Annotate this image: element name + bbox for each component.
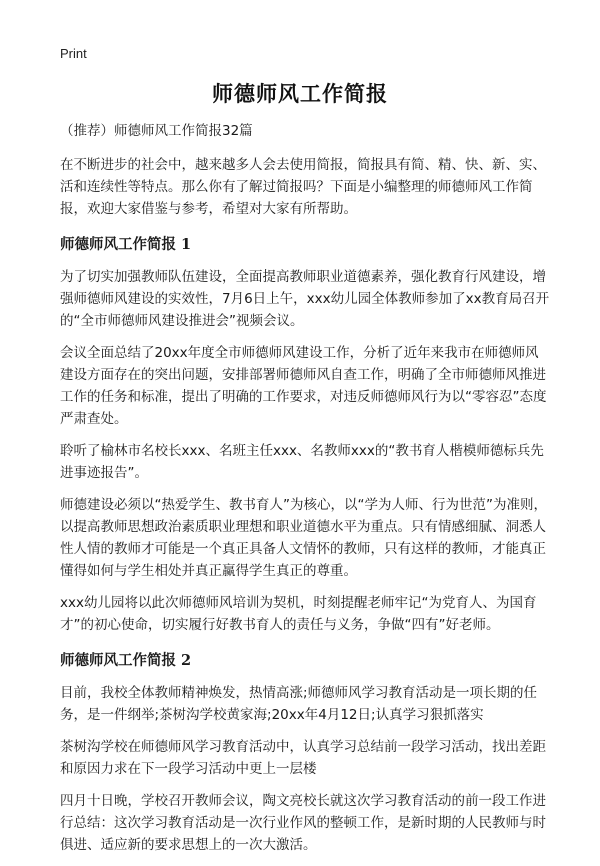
- print-label: Print: [60, 46, 87, 61]
- section-heading-2: 师德师风工作简报 2: [60, 652, 192, 669]
- paragraph: 四月十日晚，学校召开教师会议，陶文亮校长就这次学习教育活动的前一段工作进行总结：这次学习教育活动是一次行业作风的整顿工作，是新时期的人民教师与时俱进、适应新的要求思想上的一次大激活。: [60, 793, 546, 853]
- paragraph: 聆听了榆林市名校长xxx、名班主任xxx、名教师xxx的“教书育人楷模师德标兵先进事迹报告”。: [60, 443, 544, 481]
- document-subtitle: （推荐）师德师风工作简报32篇: [60, 123, 253, 139]
- intro-paragraph: 在不断进步的社会中，越来越多人会去使用简报，简报具有简、精、快、新、实、活和连续性等特点。那么你有了解过简报吗？下面是小编整理的师德师风工作简报，欢迎大家借鉴与参考，希望对大家有所帮助。: [60, 157, 546, 217]
- paragraph: 会议全面总结了20xx年度全市师德师风建设工作，分析了近年来我市在师德师风建设方面存在的突出问题，安排部署师德师风自查工作，明确了全市师德师风推进工作的任务和标准，提出了明确的工作要求，对违反师德师风行为以“零容忍”态度严肃查处。: [60, 345, 547, 427]
- page-title: 师德师风工作简报: [212, 82, 388, 106]
- paragraph: 茶树沟学校在师德师风学习教育活动中，认真学习总结前一段学习活动，找出差距和原因力求在下一段学习活动中更上一层楼: [60, 739, 546, 777]
- paragraph: 师德建设必须以“热爱学生、教书育人”为核心，以“学为人师、行为世范”为准则，以提高教师思想政治素质职业理想和职业道德水平为重点。只有情感细腻、洞悉人性人情的教师才可能是一个真正具备人文情怀的教师，只有这样的教师，才能真正懂得如何与学生相处并真正赢得学生真正的尊重。: [60, 497, 547, 579]
- paragraph: 为了切实加强教师队伍建设，全面提高教师职业道德素养，强化教育行风建设，增强师德师风建设的实效性，7月6日上午，xxx幼儿园全体教师参加了xx教育局召开的“全市师德师风建设推进会”视频会议。: [60, 269, 550, 329]
- section-heading-1: 师德师风工作简报 1: [60, 236, 192, 253]
- document-body: [60, 120, 550, 866]
- paragraph: 目前，我校全体教师精神焕发，热情高涨;师德师风学习教育活动是一项长期的任务，是一件纲举;茶树沟学校黄家海;20xx年4月12日;认真学习狠抓落实: [60, 685, 538, 723]
- paragraph: xxx幼儿园将以此次师德师风培训为契机，时刻提醒老师牢记“为党育人、为国育才”的初心使命，切实履行好教书育人的责任与义务，争做“四有”好老师。: [60, 595, 537, 633]
